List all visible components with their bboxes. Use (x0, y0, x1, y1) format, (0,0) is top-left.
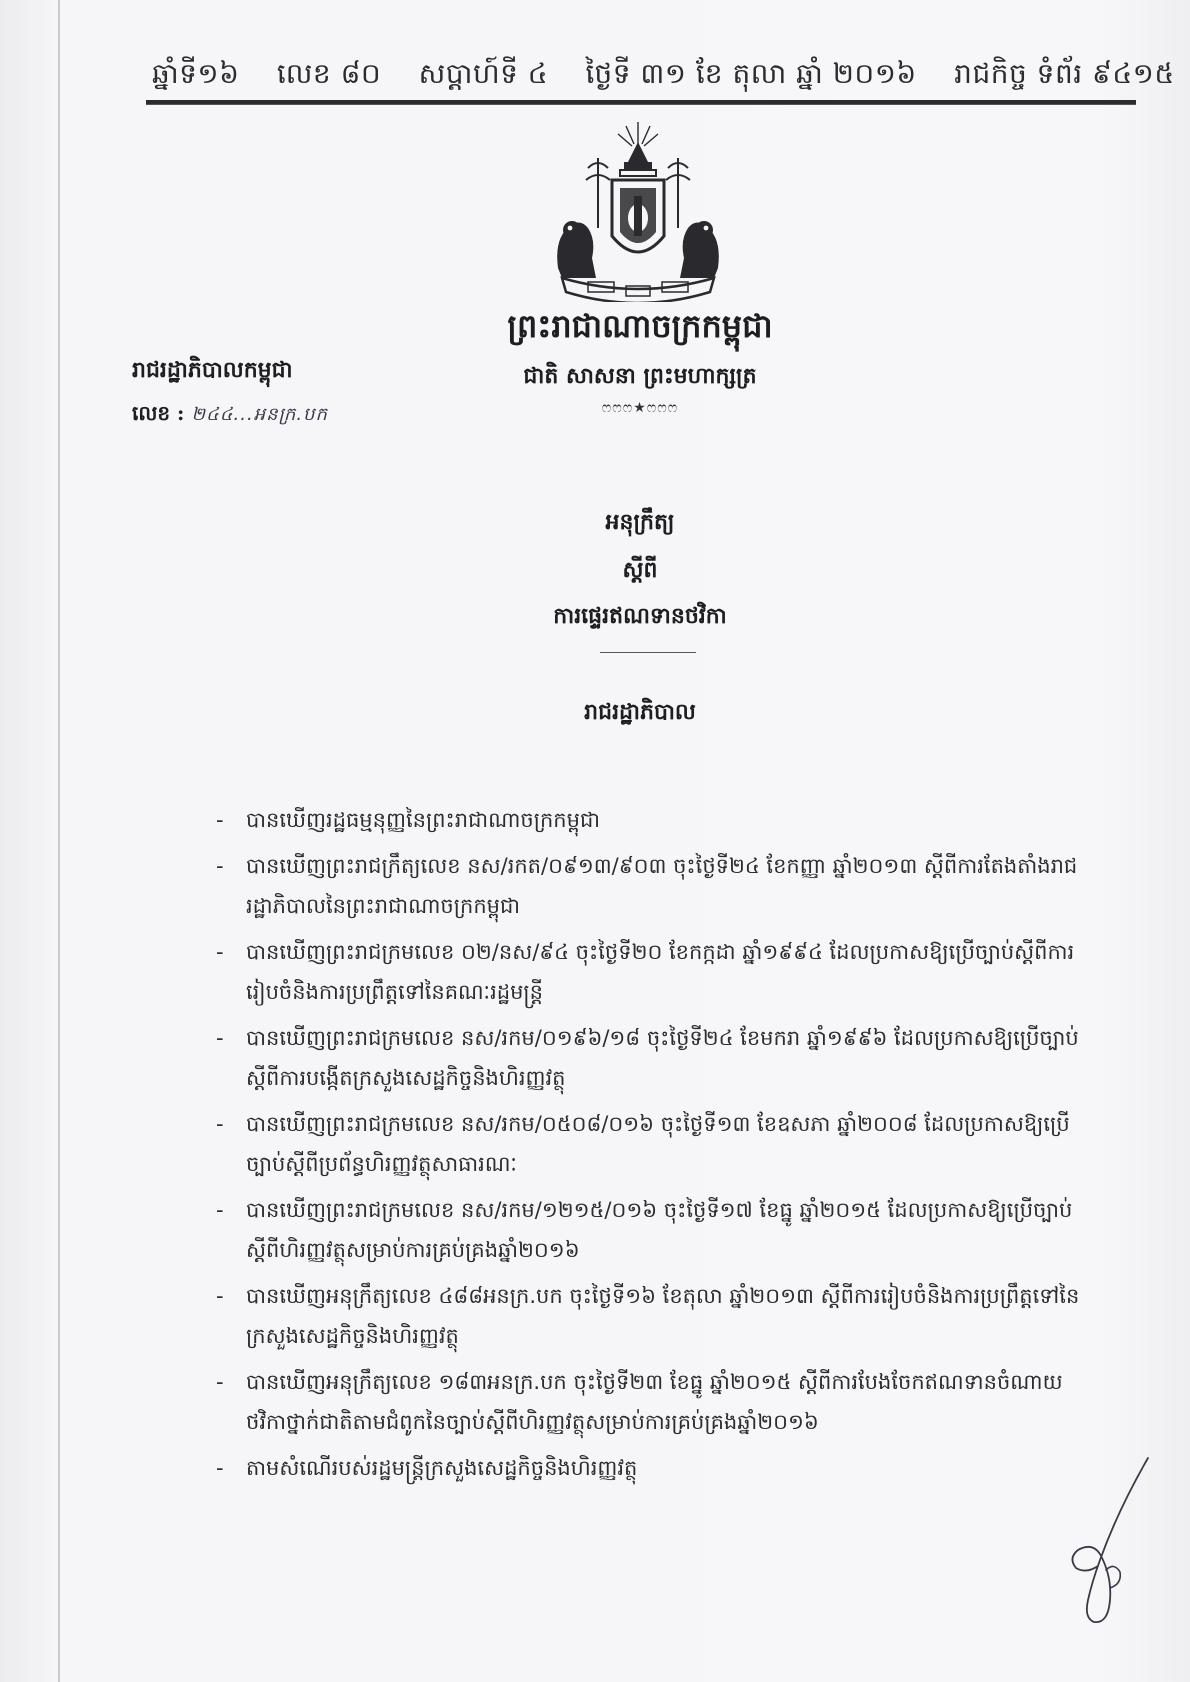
issuing-authority: រាជរដ្ឋាភិបាល (584, 699, 696, 725)
recital-item: - បានឃើញព្រះរាជក្រមលេខ នស/រកម/១២១៥/០១៦ ចុះថ្ងៃទី១៧ ខែធ្នូ ឆ្នាំ២០១៥ ដែលប្រកាសឱ្យប្រើច្បាប់ស្តីពីហិរញ្ញវត្ថុសម្រាប់ការគ្រប់គ្រងឆ្នាំ២០១៦ (216, 1198, 1073, 1262)
royal-coat-of-arms-icon (548, 118, 728, 302)
recital-item: - បានឃើញរដ្ឋធម្មនុញ្ញនៃព្រះរាជាណាចក្រកម្ពុជា (216, 808, 600, 832)
recital-item: - តាមសំណើរបស់រដ្ឋមន្ត្រីក្រសួងសេដ្ឋកិច្ចនិងហិរញ្ញវត្ថុ (216, 1456, 638, 1480)
recitals-list (216, 800, 1096, 1494)
gazette-week: សប្តាហ៍ទី ៤ (418, 57, 549, 90)
recital-item: - បានឃើញអនុក្រឹត្យលេខ ៤៨៨អនក្រ.បក ចុះថ្ងៃទី១៦ ខែតុលា ឆ្នាំ២០១៣ ស្តីពីការរៀបចំនិងការប្រព្រឹត្តទៅនៃក្រសួងសេដ្ឋកិច្ចនិងហិរញ្ញវត្ថុ (216, 1284, 1080, 1348)
binding-edge (58, 0, 60, 1682)
reference-number: ២៤៤...អនក្រ.បក (191, 404, 328, 425)
gazette-page: រាជកិច្ច ទំព័រ ៩៤១៥ (954, 57, 1175, 90)
document-subject: ការផ្ទេរឥណទានថវិកា (553, 603, 727, 629)
reference-label: លេខ : (132, 401, 185, 425)
recital-text: បានឃើញរដ្ឋធម្មនុញ្ញនៃព្រះរាជាណាចក្រកម្ពុជា (246, 808, 600, 832)
gazette-issue: លេខ ៨០ (276, 57, 382, 90)
document-type: អនុក្រឹត្យ (605, 509, 675, 535)
issuer-name: រាជរដ្ឋាភិបាលកម្ពុជា (132, 357, 293, 383)
national-motto: ជាតិ សាសនា ព្រះមហាក្សត្រ (523, 363, 757, 389)
section-divider (600, 652, 696, 653)
reference-line (132, 400, 328, 430)
header-rule (146, 100, 1136, 105)
handwritten-signature (1048, 1450, 1158, 1630)
recital-text: បានឃើញព្រះរាជក្រឹត្យលេខ នស/រកត/០៩១៣/៩០៣ ចុះថ្ងៃទី២៤ ខែកញ្ញា ឆ្នាំ២០១៣ ស្តីពីការតែងតាំងរាជរដ្ឋាភិបាលនៃព្រះរាជាណាចក្រកម្ពុជា (246, 854, 1078, 918)
kingdom-title: ព្រះរាជាណាចក្រកម្ពុជា (507, 307, 773, 345)
recital-item: - បានឃើញព្រះរាជក្រមលេខ នស/រកម/០៥០៨/០១៦ ចុះថ្ងៃទី១៣ ខែឧសភា ឆ្នាំ២០០៨ ដែលប្រកាសឱ្យប្រើច្បាប់ស្តីពីប្រព័ន្ធហិរញ្ញវត្ថុសាធារណៈ (216, 1112, 1070, 1176)
recital-text: បានឃើញព្រះរាជក្រមលេខ ០២/នស/៩៤ ចុះថ្ងៃទី២០ ខែកក្កដា ឆ្នាំ១៩៩៤ ដែលប្រកាសឱ្យប្រើច្បាប់ស្តីពីការរៀបចំនិងការប្រព្រឹត្តទៅនៃគណៈរដ្ឋមន្ត្រី (246, 940, 1075, 1004)
document-about: ស្តីពី (622, 557, 658, 583)
recital-text: បានឃើញព្រះរាជក្រមលេខ នស/រកម/១២១៥/០១៦ ចុះថ្ងៃទី១៧ ខែធ្នូ ឆ្នាំ២០១៥ ដែលប្រកាសឱ្យប្រើច្បាប់ស្តីពីហិរញ្ញវត្ថុសម្រាប់ការគ្រប់គ្រងឆ្នាំ២០១៦ (246, 1198, 1073, 1262)
recital-text: បានឃើញអនុក្រឹត្យលេខ ១៨៣អនក្រ.បក ចុះថ្ងៃទី២៣ ខែធ្នូ ឆ្នាំ២០១៥ ស្តីពីការបែងចែកឥណទានចំណាយថវិកាថ្នាក់ជាតិតាមជំពូកនៃច្បាប់ស្តីពីហិរញ្ញវត្ថុសម្រាប់ការគ្រប់គ្រងឆ្នាំ២០១៦ (246, 1370, 1063, 1434)
motto-ornament: ෆෆෆ★ෆෆෆ (601, 400, 679, 416)
recital-text: បានឃើញព្រះរាជក្រមលេខ នស/រកម/០៥០៨/០១៦ ចុះថ្ងៃទី១៣ ខែឧសភា ឆ្នាំ២០០៨ ដែលប្រកាសឱ្យប្រើច្បាប់ស្តីពីប្រព័ន្ធហិរញ្ញវត្ថុសាធារណៈ (246, 1112, 1070, 1176)
gazette-year: ឆ្នាំទី១៦ (152, 57, 240, 90)
recital-text: បានឃើញព្រះរាជក្រមលេខ នស/រកម/០១៩៦/១៨ ចុះថ្ងៃទី២៤ ខែមករា ឆ្នាំ១៩៩៦ ដែលប្រកាសឱ្យប្រើច្បាប់ស្តីពីការបង្កើតក្រសួងសេដ្ឋកិច្ចនិងហិរញ្ញវត្ថុ (246, 1026, 1079, 1090)
recital-item: - បានឃើញព្រះរាជក្រឹត្យលេខ នស/រកត/០៩១៣/៩០៣ ចុះថ្ងៃទី២៤ ខែកញ្ញា ឆ្នាំ២០១៣ ស្តីពីការតែងតាំងរាជរដ្ឋាភិបាលនៃព្រះរាជាណាចក្រកម្ពុជា (216, 854, 1078, 918)
recital-text: តាមសំណើរបស់រដ្ឋមន្ត្រីក្រសួងសេដ្ឋកិច្ចនិងហិរញ្ញវត្ថុ (246, 1456, 638, 1480)
recital-item: - បានឃើញព្រះរាជក្រមលេខ នស/រកម/០១៩៦/១៨ ចុះថ្ងៃទី២៤ ខែមករា ឆ្នាំ១៩៩៦ ដែលប្រកាសឱ្យប្រើច្បាប់ស្តីពីការបង្កើតក្រសួងសេដ្ឋកិច្ចនិងហិរញ្ញវត្ថុ (216, 1026, 1079, 1090)
recital-text: បានឃើញអនុក្រឹត្យលេខ ៤៨៨អនក្រ.បក ចុះថ្ងៃទី១៦ ខែតុលា ឆ្នាំ២០១៣ ស្តីពីការរៀបចំនិងការប្រព្រឹត្តទៅនៃក្រសួងសេដ្ឋកិច្ចនិងហិរញ្ញវត្ថុ (246, 1284, 1080, 1348)
recital-item: - បានឃើញអនុក្រឹត្យលេខ ១៨៣អនក្រ.បក ចុះថ្ងៃទី២៣ ខែធ្នូ ឆ្នាំ២០១៥ ស្តីពីការបែងចែកឥណទានចំណាយថវិកាថ្នាក់ជាតិតាមជំពូកនៃច្បាប់ស្តីពីហិរញ្ញវត្ថុសម្រាប់ការគ្រប់គ្រងឆ្នាំ២០១៦ (216, 1370, 1063, 1434)
gazette-header (152, 56, 1175, 97)
recital-item: - បានឃើញព្រះរាជក្រមលេខ ០២/នស/៩៤ ចុះថ្ងៃទី២០ ខែកក្កដា ឆ្នាំ១៩៩៤ ដែលប្រកាសឱ្យប្រើច្បាប់ស្តីពីការរៀបចំនិងការប្រព្រឹត្តទៅនៃគណៈរដ្ឋមន្ត្រី (216, 940, 1075, 1004)
gazette-date: ថ្ងៃទី ៣១ ខែ តុលា ឆ្នាំ ២០១៦ (585, 57, 917, 90)
